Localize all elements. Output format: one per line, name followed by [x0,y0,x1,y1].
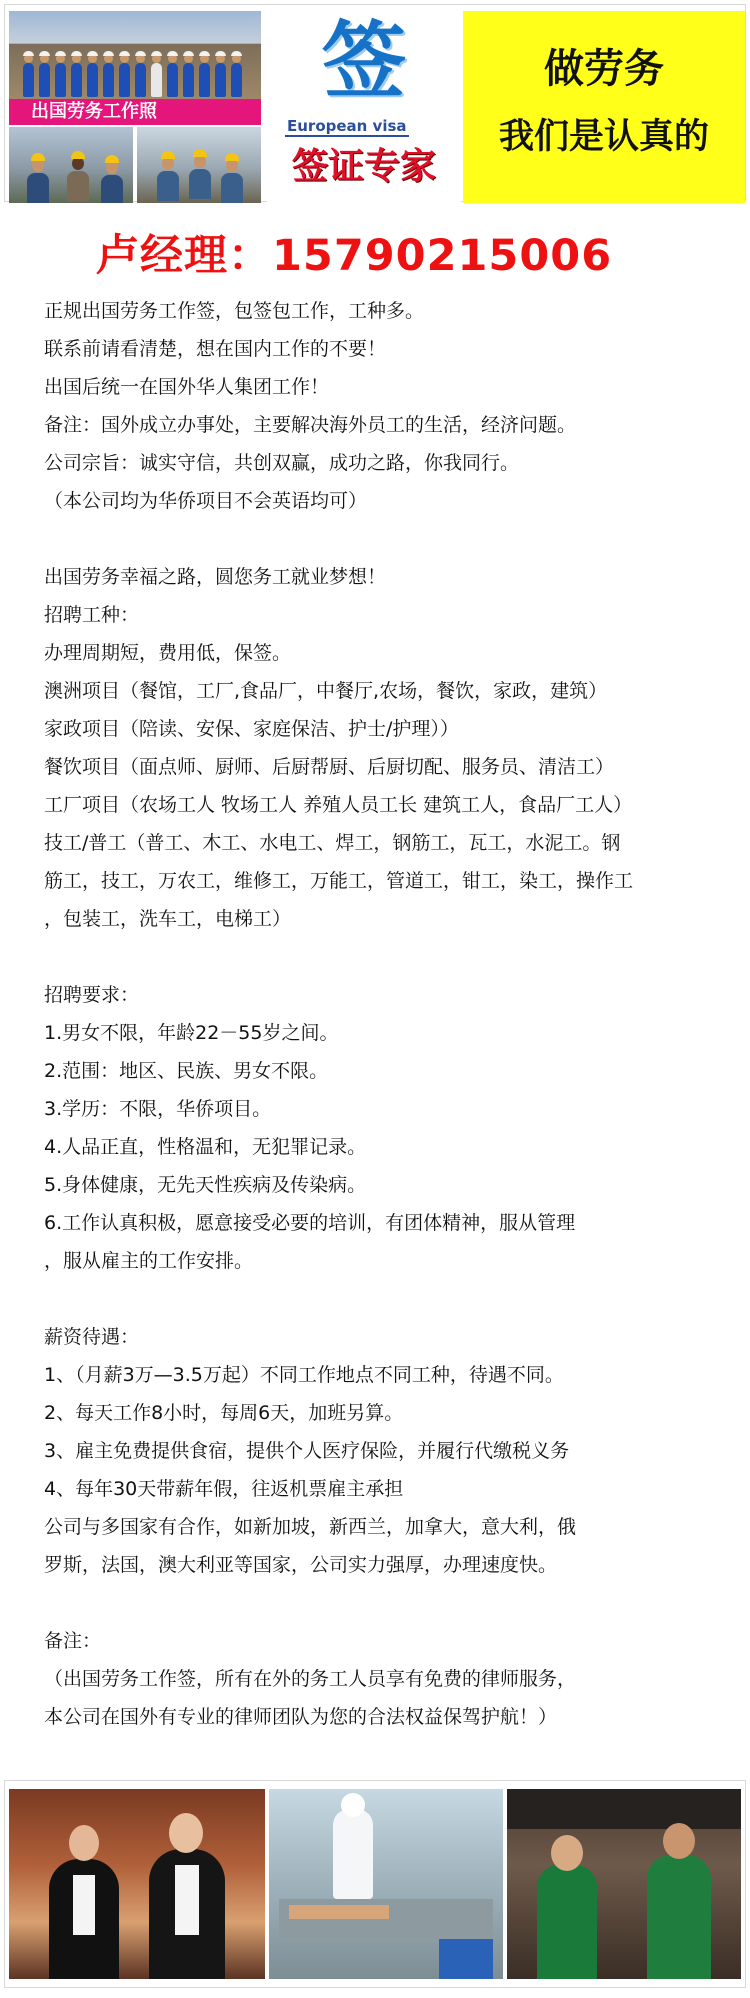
salary-section [44,1318,734,1584]
text-line: 筋工，技工，万农工，维修工，万能工，管道工，钳工，染工，操作工 [44,870,634,892]
text-line: 正规出国劳务工作签，包签包工作，工种多。 [44,300,425,322]
text-line: 公司宗旨：诚实守信，共创双赢，成功之路，你我同行。 [44,452,520,474]
requirements-section [44,976,734,1280]
text-line: 公司与多国家有合作，如新加坡，新西兰，加拿大，意大利，俄 [44,1516,577,1538]
text-line: 澳洲项目（餐馆，工厂,食品厂，中餐厅,农场，餐饮，家政，建筑） [44,680,608,702]
intro-section [44,292,734,520]
coffee-shop-photo [507,1789,741,1979]
slogan-line-1: 做劳务 [544,46,664,92]
text-line: 家政项目（陪读、安保、家庭保洁、护士/护理）） [44,718,459,740]
text-line: 出国劳务幸福之路，圆您务工就业梦想！ [44,566,387,588]
text-line: 薪资待遇： [44,1326,140,1348]
text-line: 备注： [44,1630,102,1652]
text-line: ，服从雇主的工作安排。 [44,1250,254,1272]
text-line: 罗斯，法国，澳大利亚等国家，公司实力强厚，办理速度快。 [44,1554,558,1576]
text-line: 1、（月薪3万—3.5万起）不同工作地点不同工种，待遇不同。 [44,1364,564,1386]
text-line: 5.身体健康，无先天性疾病及传染病。 [44,1174,367,1196]
jobs-section [44,558,734,938]
work-photo-collage [9,11,261,203]
text-line: 技工/普工（普工、木工、水电工、焊工，钢筋工，瓦工，水泥工。钢 [44,832,621,854]
footer-photo-strip [4,1780,746,1988]
text-line: 6.工作认真积极，愿意接受必要的培训，有团体精神，服从管理 [44,1212,576,1234]
recruitment-text [44,292,734,1736]
text-line: 备注：国外成立办事处，主要解决海外员工的生活，经济问题。 [44,414,577,436]
text-line: 餐饮项目（面点师、厨师、后厨帮厨、后厨切配、服务员、清洁工） [44,756,615,778]
text-line: 4、每年30天带薪年假，往返机票雇主承担 [44,1478,404,1500]
slogan-panel [463,11,745,203]
visa-expert-logo [267,11,461,203]
text-line: 招聘要求： [44,984,140,1006]
top-banner [4,4,746,202]
workers-site-photo-right [137,127,261,203]
text-line: 3.学历：不限，华侨项目。 [44,1098,272,1120]
text-line: （出国劳务工作签，所有在外的务工人员享有免费的律师服务， [44,1668,577,1690]
text-line: ，包装工，洗车工，电梯工） [44,908,292,930]
photo-caption: 出国劳务工作照 [9,99,261,125]
visa-character: 签 [321,11,406,110]
text-line: 联系前请看清楚，想在国内工作的不要！ [44,338,387,360]
text-line: 工厂项目（农场工人 牧场工人 养殖人员工长 建筑工人，食品厂工人） [44,794,633,816]
text-line: 本公司在国外有专业的律师团队为您的合法权益保驾护航！） [44,1706,558,1728]
text-line: 办理周期短，费用低，保签。 [44,642,292,664]
visa-expert-title: 签证专家 [291,146,436,187]
food-factory-photo [269,1789,503,1979]
workers-group-photo [9,11,261,103]
text-line: （本公司均为华侨项目不会英语均可） [44,490,368,512]
contact-phone: 卢经理：15790215006 [96,231,613,281]
text-line: 3、雇主免费提供食宿，提供个人医疗保险，并履行代缴税义务 [44,1440,570,1462]
text-line: 2.范围：地区、民族、男女不限。 [44,1060,329,1082]
notes-section [44,1622,734,1736]
hospitality-staff-photo [9,1789,265,1979]
text-line: 4.人品正直，性格温和，无犯罪记录。 [44,1136,367,1158]
workers-site-photo-left [9,127,133,203]
text-line: 招聘工种： [44,604,140,626]
text-line: 2、每天工作8小时，每周6天，加班另算。 [44,1402,404,1424]
text-line: 1.男女不限，年龄22－55岁之间。 [44,1022,339,1044]
slogan-line-2: 我们是认真的 [498,117,709,157]
text-line: 出国后统一在国外华人集团工作！ [44,376,330,398]
visa-english-label: European visa [287,117,407,135]
